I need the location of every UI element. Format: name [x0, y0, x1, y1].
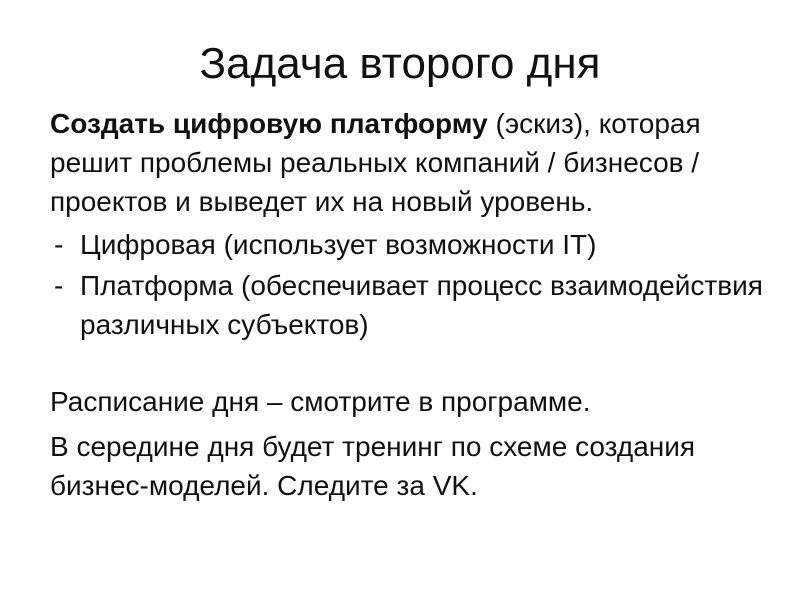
schedule-paragraph: Расписание дня – смотрите в программе.	[50, 386, 591, 417]
intro-bold-lead: Создать цифровую платформу	[50, 108, 488, 139]
bullet-dash: -	[54, 270, 64, 301]
bullet-text: Цифровая (использует возможности IT)	[80, 229, 597, 260]
bullet-item-digital	[50, 225, 770, 264]
slide-title: Задача второго дня	[199, 39, 601, 88]
bullet-list	[50, 225, 770, 344]
intro-rest: (эскиз), которая решит проблемы реальных компаний / бизнесов / проектов и выведет их на новый уровень.	[50, 108, 701, 217]
training-paragraph: В середине дня будет тренинг по схеме создания бизнес-моделей. Следите за VK.	[50, 431, 696, 501]
bullet-item-platform	[50, 266, 770, 344]
bullet-dash: -	[54, 229, 64, 260]
slide-body	[50, 104, 770, 505]
intro-paragraph	[50, 104, 770, 221]
bullet-text: Платформа (обеспечивает процесс взаимодействия различных субъектов)	[80, 270, 763, 340]
